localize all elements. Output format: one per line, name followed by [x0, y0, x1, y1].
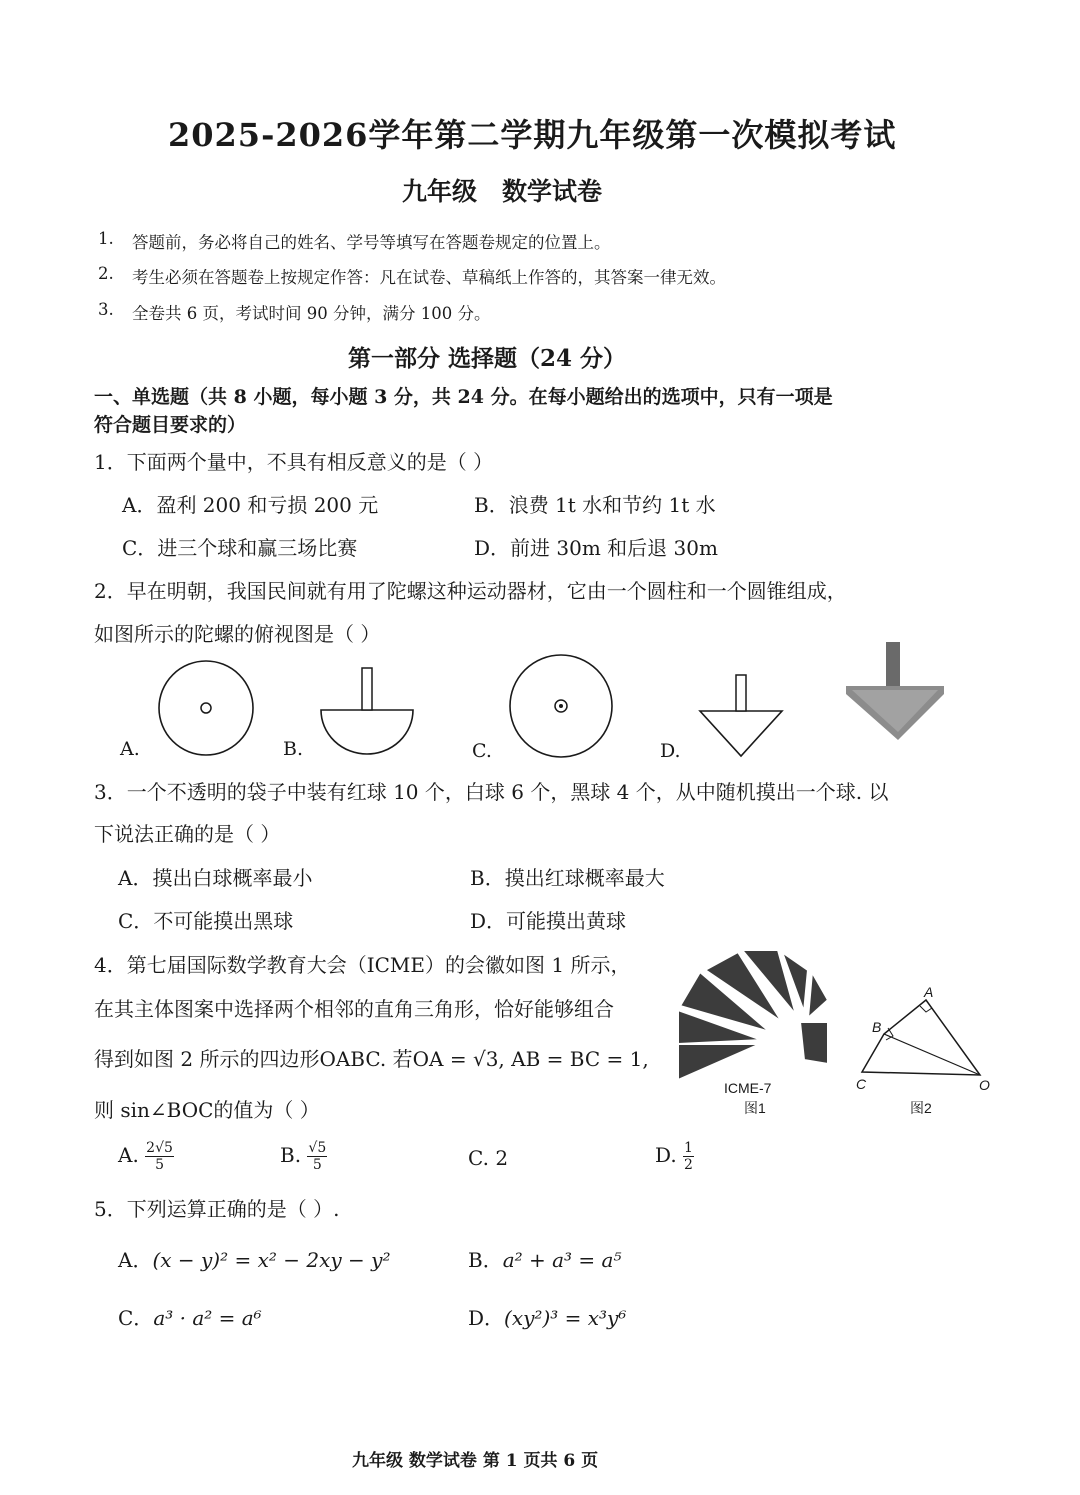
point-b-label: B — [872, 1019, 882, 1035]
q3-option-d: D．可能摸出黄球 — [470, 909, 627, 933]
note-number: 3. — [98, 300, 114, 319]
note-text: 答题前，务必将自己的姓名、学号等填写在答题卷规定的位置上。 — [132, 233, 611, 252]
q3-option-a: A．摸出白球概率最小 — [118, 866, 313, 890]
q1-option-d: D．前进 30m 和后退 30m — [474, 536, 718, 560]
q3-option-c: C．不可能摸出黑球 — [118, 909, 294, 933]
section-instruction: 一、单选题（共 8 小题，每小题 3 分，共 24 分。在每小题给出的选项中，只有一项是 — [94, 386, 833, 408]
q2-option-d-label: D. — [660, 740, 681, 762]
point-a-label: A — [924, 984, 934, 1000]
q4-stem: 4．第七届国际数学教育大会（ICME）的会徽如图 1 所示， — [94, 953, 631, 977]
fig1-caption: 图1 — [744, 1100, 766, 1116]
q2-stem: 2．早在明朝，我国民间就有用了陀螺这种运动器材，它由一个圆柱和一个圆锥组成， — [94, 579, 847, 603]
q1-option-b: B．浪费 1t 水和节约 1t 水 — [474, 493, 716, 517]
note-number: 2. — [98, 264, 114, 283]
q3-stem-cont: 下说法正确的是（ ） — [94, 822, 281, 846]
page-footer: 九年级 数学试卷 第 1 页共 6 页 — [352, 1451, 599, 1471]
note-number: 1. — [98, 229, 114, 248]
q4-option-c: C. 2 — [468, 1146, 509, 1170]
q4-stem-cont: 则 sin∠BOC的值为（ ） — [94, 1098, 320, 1122]
q5-option-d: D．(xy²)³ = x³y⁶ — [468, 1306, 627, 1330]
q2-option-a-label: A. — [120, 738, 140, 760]
q1-option-c: C．进三个球和赢三场比赛 — [122, 536, 358, 560]
q4-stem-cont: 得到如图 2 所示的四边形OABC. 若OA = √3, AB = BC = 1, — [94, 1047, 649, 1071]
q5-option-c: C．a³ · a² = a⁶ — [118, 1306, 262, 1330]
q5-stem: 5．下列运算正确的是（ ）. — [94, 1197, 340, 1221]
point-c-label: C — [856, 1076, 867, 1092]
q2-option-c-label: C. — [472, 740, 492, 762]
fig2-caption: 图2 — [910, 1100, 932, 1116]
point-o-label: O — [979, 1077, 990, 1093]
q1-option-a: A．盈利 200 和亏损 200 元 — [122, 493, 379, 517]
exam-subtitle: 九年级 数学试卷 — [402, 177, 603, 206]
note-text: 考生必须在答题卷上按规定作答：凡在试卷、草稿纸上作答的，其答案一律无效。 — [132, 268, 726, 287]
q1-stem: 1．下面两个量中，不具有相反意义的是（ ） — [94, 450, 494, 474]
q2-stem-cont: 如图所示的陀螺的俯视图是（ ） — [94, 622, 381, 646]
q4-stem-cont: 在其主体图案中选择两个相邻的直角三角形，恰好能够组合 — [94, 997, 614, 1021]
section-instruction-cont: 符合题目要求的） — [94, 414, 247, 436]
q2-option-b-label: B. — [283, 738, 304, 760]
q5-option-a: A．(x − y)² = x² − 2xy − y² — [118, 1248, 391, 1272]
q4-option-b: B. $\frac{√5}{5}$ — [280, 1140, 327, 1174]
note-text: 全卷共 6 页，考试时间 90 分钟，满分 100 分。 — [132, 304, 491, 323]
fig1-caption-logo: ICME-7 — [724, 1080, 772, 1096]
q4-option-d: D. $\frac{1}{2}$ — [655, 1140, 693, 1174]
section-title: 第一部分 选择题（24 分） — [348, 345, 627, 372]
q4-option-a: A. $\frac{2√5}{5}$ — [118, 1140, 173, 1174]
q5-option-b: B．a² + a³ = a⁵ — [468, 1248, 622, 1272]
q3-stem: 3．一个不透明的袋子中装有红球 10 个，白球 6 个，黑球 4 个，从中随机摸出一个球. 以 — [94, 780, 889, 804]
q3-option-b: B．摸出红球概率最大 — [470, 866, 665, 890]
exam-title: 2025-2026学年第二学期九年级第一次模拟考试 — [168, 116, 897, 154]
